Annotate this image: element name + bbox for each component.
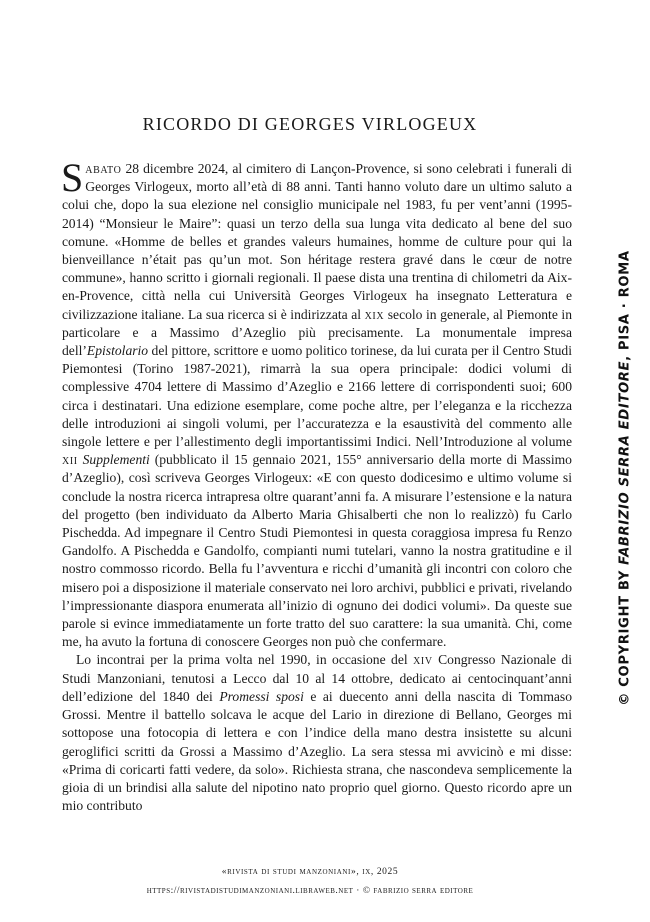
page-title: RICORDO DI GEORGES VIRLOGEUX [142,114,478,134]
roman-numeral: xix [364,306,385,322]
text-run: Congresso Nazionale di Studi Manzoniani, tenutosi a Lecco dal 10 al 14 ottobre, dedicato ai centocinquant’anni dell’edizione del 1840 dei [62,652,572,704]
drop-cap: S [61,155,84,200]
italic-title: Supplementi [82,452,150,468]
text-run: e ai duecento anni della nascita di Tommaso Grossi. Mentre il battello solcava le acque del Lario in direzione di Bellano, Georges mi sottopose una fotocopia di lettera e con l’indice della mano destra insistette su alcuni geroglifici scritti da Grossi a Massimo d’Azeglio. La sera stessa mi avvicinò e mi disse: «Prima di coricarti fatti vedere, da solo». Richiesta strana, che nascondeva semplicemente la gioia di un brindisi alla salute del nipotino nato proprio quel giorno. Questo ricordo apre un mio contributo [62,688,573,814]
copyright-suffix: , PISA · ROMA [617,250,633,361]
roman-numeral: xiv [413,652,433,668]
text-run: secolo in generale, al Piemonte in particolare e a Massimo d’Azeglio più precisamente. La monumentale impresa dell’ [62,306,572,359]
text-run: Lo incontrai per la prima volta nel 1990, in occasione del [76,652,414,668]
text-run: 28 dicembre 2024, al cimitero di Lançon-Provence, si sono celebrati i funerali di Georges Virlogeux, morto all’età di 88 anni. Tanti hanno voluto dare un ultimo saluto a colui che, dopo la sua elezione nel consiglio municipale nel 1983, fu per vent’anni (1995-2014) “Monsieur le Maire”: quasi un terzo della sua lunga vita dedicato al bene del suo comune. «Homme de belles et grandes valeurs humaines, homme de culture pour qui la bienveillance n’était pas qu’un mot. Son héritage restera gravé dans le cœur de notre commune», hanno scritto i giornali regionali. Il paese dista una trentina di chilometri da Aix-en-Provence, città nella cui Università Georges Virlogeux ha insegnato Letteratura e civilizzazione italiane. La sua ricerca si è indirizzata al [62,161,572,322]
first-word: abato [85,161,122,176]
text-run: del pittore, scrittore e uomo politico torinese, da lui curata per il Centro Studi Piemontesi (Torino 1987-2021), rimarrà la sua opera principale: dodici volumi di complessive 4704 lettere di Massimo d’Azeglio e 2166 lettere di corrispondenti suoi; 600 circa i destinatari. Una edizione esemplare, come poche altre, per l’eleganza e la ricchezza delle introduzioni ai singoli volumi, per l’accuratezza e la esaustività del commento alle singole lettere e per l’allestimento degli importantissimi Indici. Nell’Introduzione al volume [62,343,572,450]
footer-journal-citation: «rivista di studi manzoniani», ix, 2025 [221,867,399,877]
copyright-prefix: © COPYRIGHT BY [617,564,633,706]
paragraph-2 [62,651,572,815]
italic-title: Promessi sposi [219,688,304,704]
footer-url: https://rivistadistudimanzoniani.libraweb.net · © fabrizio serra editore [146,886,474,896]
paragraph-1 [61,155,572,651]
italic-title: Epistolario [86,343,149,359]
copyright-publisher: FABRIZIO SERRA EDITORE [617,360,633,565]
copyright-notice [618,250,633,705]
text-run: (pubblicato il 15 gennaio 2021, 155° anniversario della morte di Massimo d’Azeglio), così scriveva Georges Virlogeux: «E con questo dodicesimo e ultimo volume si conclude la nostra ricerca intrapresa oltre quarant’anni fa. A misurare l’estensione e la natura del progetto (ben individuato da Alberto Maria Ghisalberti che non lo realizzò) fu Carlo Pischedda. Ad impegnare il Centro Studi Piemontesi in questa coraggiosa impresa fu Renzo Gandolfo. A Pischedda e Gandolfo, compianti numi tutelari, vanno la nostra gratitudine e il nostro commosso ricordo. Bella fu l’avventura e ricchi d’umanità gli incontri con coloro che misero poi a disposizione il materiale conservato nei loro archivi, pubblici e privati, rivelando l’impressionante diaspora enumerata all’inizio di ognuno dei dodici volumi». Da queste sue parole si evince immediatamente un forte tratto del suo carattere: la sua umanità. Chi, come me, ha avuto la fortuna di conoscere Georges non può che confermare. [62,452,572,650]
article-body [61,155,573,815]
roman-numeral: xii [62,452,78,468]
